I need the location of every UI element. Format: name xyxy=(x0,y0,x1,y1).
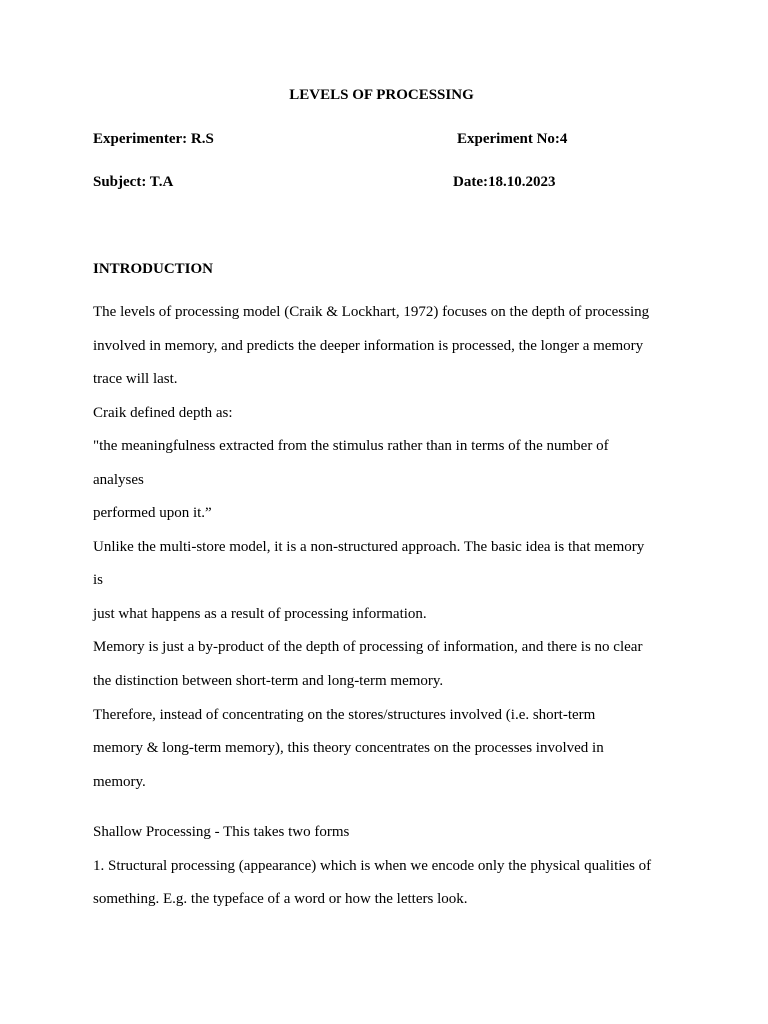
body-line: trace will last. xyxy=(93,371,178,387)
introduction-heading: INTRODUCTION xyxy=(93,261,214,277)
experimenter-label: Experimenter: R.S xyxy=(93,131,214,147)
body-line: "the meaningfulness extracted from the stimulus rather than in terms of the number of xyxy=(93,438,609,454)
body-line: The levels of processing model (Craik & Lockhart, 1972) focuses on the depth of processing xyxy=(93,304,650,320)
body-line: memory & long-term memory), this theory concentrates on the processes involved in xyxy=(93,740,604,756)
body-line: performed upon it.” xyxy=(93,505,212,521)
body-line: just what happens as a result of processing information. xyxy=(93,606,427,622)
body-line: analyses xyxy=(93,472,144,488)
body-line: Memory is just a by-product of the depth of processing of information, and there is no clear xyxy=(93,639,643,655)
body-line: the distinction between short-term and long-term memory. xyxy=(93,673,444,689)
body-line: is xyxy=(93,572,104,588)
date-label: Date:18.10.2023 xyxy=(453,174,556,190)
body-line: 1. Structural processing (appearance) which is when we encode only the physical qualities of xyxy=(93,858,652,874)
body-line: Shallow Processing - This takes two forms xyxy=(93,824,350,840)
body-line: Unlike the multi-store model, it is a non-structured approach. The basic idea is that memory xyxy=(93,539,645,555)
body-line: something. E.g. the typeface of a word or how the letters look. xyxy=(93,891,468,907)
experiment-number-label: Experiment No:4 xyxy=(457,131,568,147)
body-line: Therefore, instead of concentrating on the stores/structures involved (i.e. short-term xyxy=(93,707,596,723)
subject-label: Subject: T.A xyxy=(93,174,174,190)
body-line: involved in memory, and predicts the deeper information is processed, the longer a memory xyxy=(93,338,644,354)
document-title: LEVELS OF PROCESSING xyxy=(289,87,474,103)
body-line: Craik defined depth as: xyxy=(93,405,233,421)
body-line: memory. xyxy=(93,774,146,790)
